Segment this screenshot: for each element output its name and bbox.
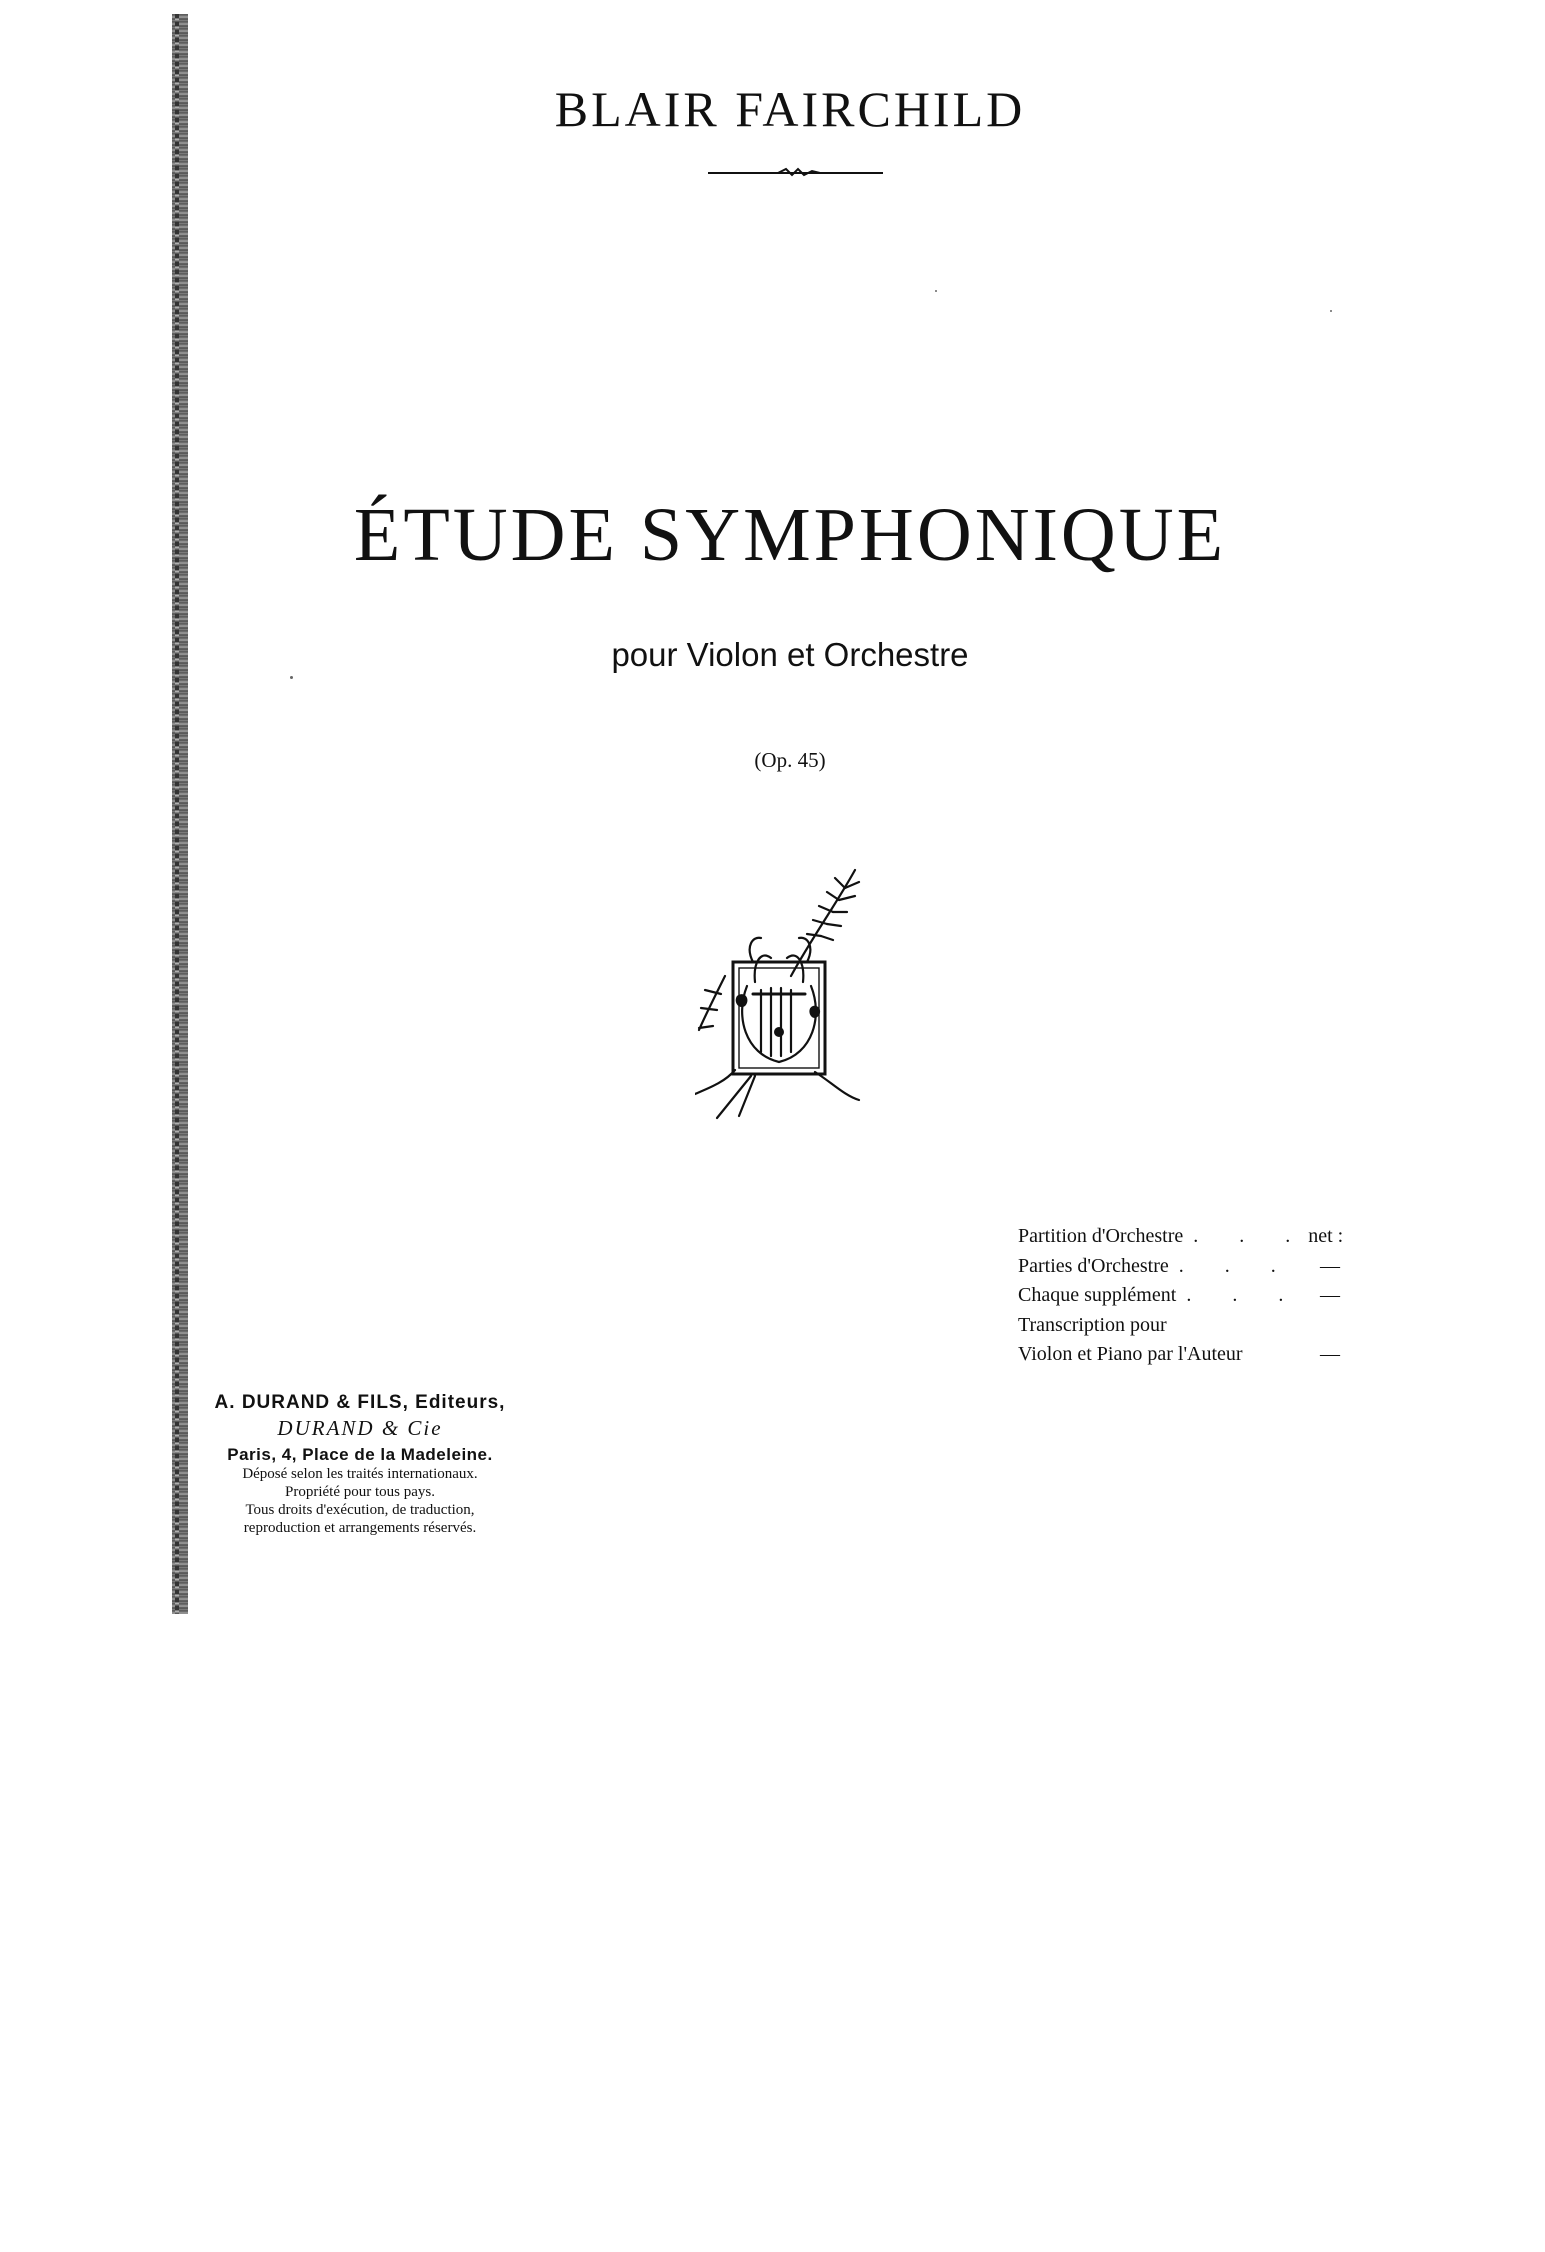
publisher-successor: DURAND & Cie	[277, 1416, 443, 1440]
composer-name: BLAIR FAIRCHILD	[554, 81, 1026, 137]
price-list	[1018, 1222, 1358, 1370]
copyright-line: Déposé selon les traités internationaux.	[242, 1466, 478, 1482]
price-label: Parties d'Orchestre	[1018, 1254, 1169, 1277]
scan-binding-edge	[172, 14, 188, 1614]
opus-number: (Op. 45)	[754, 748, 826, 772]
price-value: —	[1320, 1254, 1340, 1277]
price-label: Partition d'Orchestre	[1018, 1225, 1184, 1247]
price-value: —	[1320, 1343, 1340, 1365]
scan-speck	[290, 676, 293, 679]
copyright-line: reproduction et arrangements réservés.	[243, 1520, 477, 1536]
publisher-name: A. DURAND & FILS, Editeurs,	[214, 1392, 506, 1413]
scan-speck	[1330, 310, 1332, 312]
price-row	[1018, 1340, 1358, 1370]
price-row	[1018, 1281, 1358, 1311]
scan-speck	[935, 290, 937, 292]
work-subtitle: pour Violon et Orchestre	[611, 636, 969, 673]
price-value: net :	[1308, 1225, 1344, 1247]
price-value	[1340, 1311, 1358, 1341]
price-label: Chaque supplément	[1018, 1284, 1177, 1306]
price-value: —	[1320, 1284, 1340, 1306]
publisher-imprint	[210, 1392, 510, 1537]
price-leader: . . .	[1178, 1254, 1294, 1277]
ornament-rule	[708, 166, 883, 178]
copyright-line: Tous droits d'exécution, de traduction,	[245, 1502, 475, 1518]
work-title: ÉTUDE SYMPHONIQUE	[353, 493, 1227, 577]
lyre-vignette-icon	[695, 866, 865, 1122]
copyright-line: Propriété pour tous pays.	[285, 1484, 435, 1500]
price-row	[1018, 1222, 1358, 1252]
price-label: Transcription pour	[1018, 1313, 1167, 1336]
price-row	[1018, 1311, 1358, 1341]
price-label: Violon et Piano par l'Auteur	[1018, 1343, 1243, 1365]
publisher-address: Paris, 4, Place de la Madeleine.	[227, 1445, 493, 1464]
price-row	[1018, 1252, 1358, 1282]
price-leader: . . .	[1186, 1284, 1302, 1306]
price-leader: . . .	[1193, 1225, 1309, 1247]
